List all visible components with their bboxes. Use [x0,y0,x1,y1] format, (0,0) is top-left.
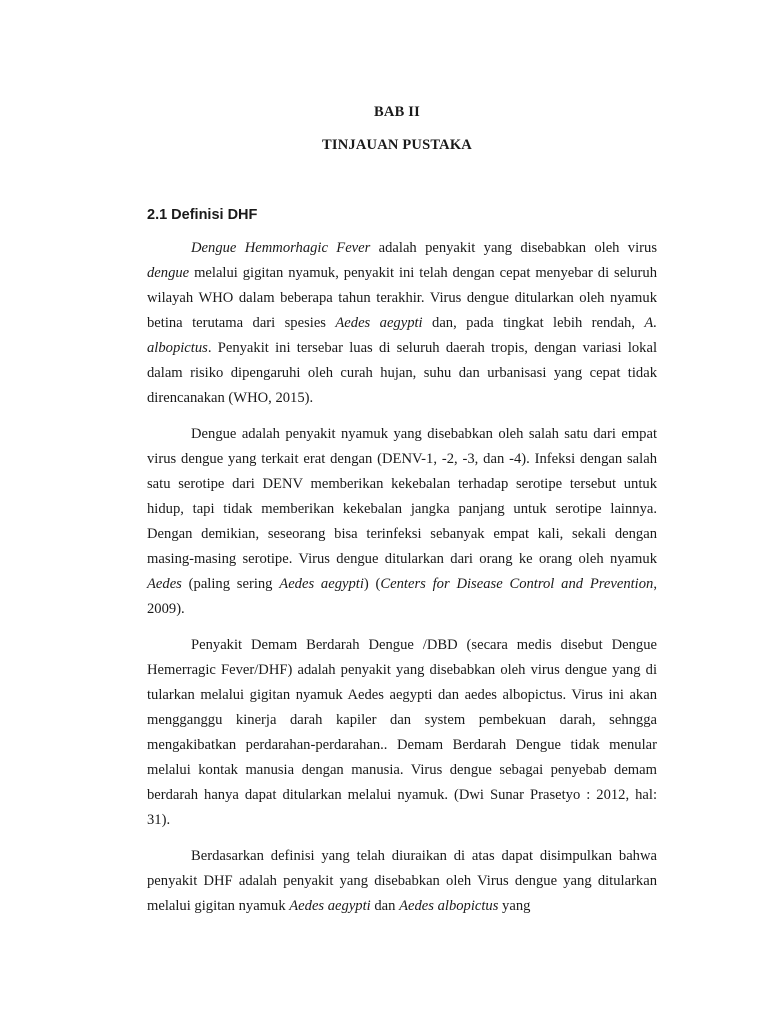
italic-run: Aedes albopictus [399,898,499,914]
italic-run: Aedes aegypti [289,898,371,914]
text-run: . Penyakit ini tersebar luas di seluruh daerah tropis, dengan variasi lokal dalam risiko dipengaruhi oleh curah hujan, suhu dan urbanisasi yang cepat tidak direncanakan (WHO, 2015). [147,340,657,406]
chapter-title: TINJAUAN PUSTAKA [322,137,472,153]
section-heading: 2.1 Definisi DHF [147,207,258,223]
text-run: Dengue adalah penyakit nyamuk yang disebabkan oleh salah satu dari empat virus dengue yang terkait erat dengan (DENV-1, -2, -3, dan -4). Infeksi dengan salah satu serotipe dari DENV memberikan kekebalan terhadap serotipe tersebut untuk hidup, tapi tidak memberikan kekebalan jangka panjang untuk serotipe lainnya. Dengan demikian, seseorang bisa terinfeksi sebanyak empat kali, sekali dengan masing-masing serotipe. Virus dengue ditularkan dari orang ke orang oleh nyamuk [147,426,657,567]
text-run: yang [498,898,531,914]
italic-run: Aedes aegypti [279,576,364,592]
paragraph [147,844,657,919]
italic-run: Aedes [147,576,182,592]
italic-run: Aedes aegypti [335,315,423,331]
text-run: , 2009). [147,576,657,617]
text-run: Penyakit Demam Berdarah Dengue /DBD (secara medis disebut Dengue Hemerragic Fever/DHF) adalah penyakit yang disebabkan oleh virus dengue yang di tularkan melalui gigitan nyamuk Aedes aegypti dan aedes albopictus. Virus ini akan mengganggu kinerja darah kapiler dan system pembekuan darah, sehngga mengakibatkan perdarahan-perdarahan.. Demam Berdarah Dengue tidak menular melalui kontak manusia dengan manusia. Virus dengue sebagai penyebab demam berdarah hanya dapat ditularkan melalui nyamuk. (Dwi Sunar Prasetyo : 2012, hal: 31). [147,637,657,828]
paragraph [147,422,657,622]
italic-run: dengue [147,265,190,281]
text-run: dan [370,898,400,914]
text-run: melalui gigitan nyamuk, penyakit ini telah dengan cepat menyebar di seluruh wilayah WHO dalam beberapa tahun terakhir. Virus dengue ditularkan oleh nyamuk betina terutama dari spesies [147,265,657,331]
paragraph [147,633,657,833]
italic-run: Centers for Disease Control and Prevention [380,576,654,592]
text-run: adalah penyakit yang disebabkan oleh virus [370,240,657,256]
text-run: dan, pada tingkat lebih rendah, [422,315,645,331]
italic-run: Dengue Hemmorhagic Fever [191,240,371,256]
paragraph [147,236,657,411]
text-run: Berdasarkan definisi yang telah diuraikan di atas dapat disimpulkan bahwa penyakit DHF adalah penyakit yang disebabkan oleh Virus dengue yang ditularkan melalui gigitan nyamuk [147,848,657,914]
text-run: (paling sering [181,576,280,592]
chapter-label: BAB II [374,104,420,120]
text-run: ) ( [363,576,381,592]
italic-run: A. albopictus [147,315,657,356]
body-text [147,236,657,930]
